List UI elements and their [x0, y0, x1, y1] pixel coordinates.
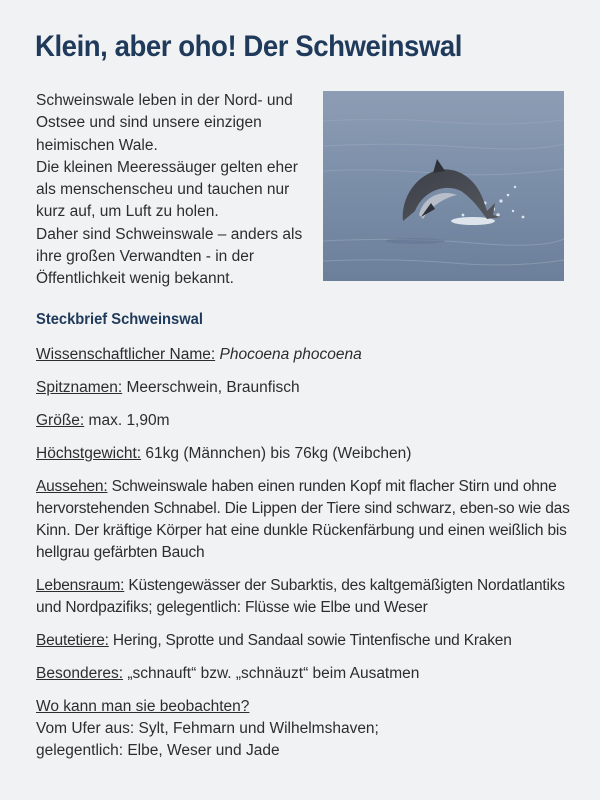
fact-value: Küstengewässer der Subarktis, des kaltgemäßigten Nordatlantiks und Nordpazifiks; gelegentlich: Flüsse wie Elbe und Weser — [36, 577, 565, 616]
profile-heading: Steckbrief Schweinswal — [36, 311, 203, 328]
fact-value: Meerschwein, Braunfisch — [126, 379, 300, 396]
profile-section — [36, 309, 576, 773]
intro-paragraph-1: Schweinswale leben in der Nord- und Ostsee und sind unsere einzigen heimischen Wale. — [36, 92, 293, 154]
intro-paragraph-3: Daher sind Schweinswale – anders als ihre großen Verwandten - in der Öffentlichkeit wenig bekannt. — [36, 225, 303, 288]
fact-label: Höchstgewicht: — [36, 445, 142, 462]
fact-label: Wo kann man sie beobachten? — [36, 698, 250, 715]
fact-value: Hering, Sprotte und Sandaal sowie Tintenfische und Kraken — [112, 632, 512, 649]
fact-max-weight — [36, 443, 576, 465]
fact-value-line-1: Vom Ufer aus: Sylt, Fehmarn und Wilhelmshaven; — [36, 720, 379, 737]
fact-label: Wissenschaftlicher Name: — [36, 346, 216, 363]
fact-value: Schweinswale haben einen runden Kopf mit flacher Stirn und ohne hervorstehenden Schnabel. Die Lippen der Tiere sind schwarz, eben-so wie das Kinn. Der kräftige Körper hat eine dunkle Rückenfärbung und einen weißlich bis hellgrau gefärbten Bauch — [36, 478, 570, 561]
fact-scientific-name — [36, 344, 576, 366]
fact-habitat — [36, 575, 576, 619]
fact-value: max. 1,90m — [88, 412, 170, 429]
fact-appearance — [36, 476, 576, 564]
intro-text — [36, 90, 314, 291]
fact-where — [36, 696, 576, 762]
fact-size — [36, 410, 576, 432]
fact-value: 61kg (Männchen) bis 76kg (Weibchen) — [145, 445, 412, 462]
intro-paragraph-2: Die kleinen Meeressäuger gelten eher als menschenscheu und tauchen nur kurz auf, um Luft zu holen. — [36, 158, 298, 221]
fact-value: Phocoena phocoena — [219, 346, 362, 363]
fact-label: Besonderes: — [36, 665, 124, 682]
fact-label: Aussehen: — [36, 478, 108, 495]
fact-nicknames — [36, 377, 576, 399]
fact-special — [36, 663, 576, 685]
porpoise-photo — [323, 91, 564, 281]
fact-value-line-2: gelegentlich: Elbe, Weser und Jade — [36, 742, 280, 759]
fact-label: Spitznamen: — [36, 379, 123, 396]
fact-label: Lebensraum: — [36, 577, 125, 594]
fact-label: Beutetiere: — [36, 632, 109, 649]
fact-prey — [36, 630, 576, 652]
fact-label: Größe: — [36, 412, 85, 429]
fact-value: „schnauft“ bzw. „schnäuzt“ beim Ausatmen — [127, 665, 420, 682]
page-title: Klein, aber oho! Der Schweinswal — [35, 30, 462, 63]
porpoise-image — [323, 91, 564, 281]
